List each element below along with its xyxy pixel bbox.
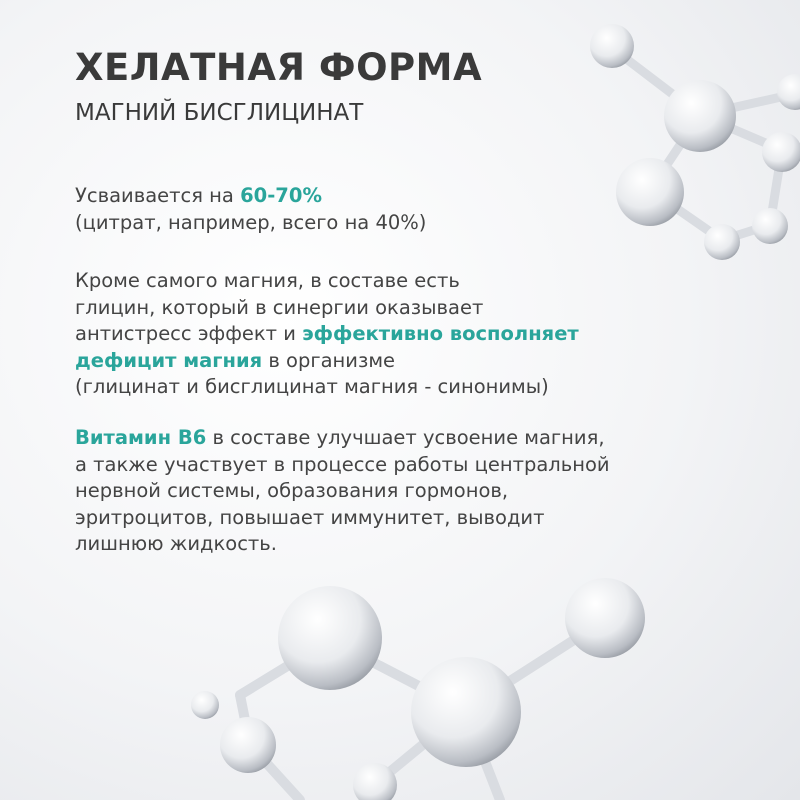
- absorption-paragraph: [75, 183, 426, 236]
- vitamin-text: в составе улучшает усвоение магния,: [206, 426, 605, 449]
- vitamin-line-5: лишнюю жидкость.: [75, 532, 277, 555]
- vitamin-line-3: нервной системы, образования гормонов,: [75, 479, 509, 502]
- vitamin-line-2: а также участвует в процессе работы центральной: [75, 452, 610, 476]
- glycine-line-3: [75, 321, 579, 348]
- glycine-text: антистресс эффект и: [75, 322, 303, 345]
- absorption-highlight: 60-70%: [240, 184, 322, 207]
- absorption-text: Усваивается на: [75, 184, 241, 207]
- page-subtitle: МАГНИЙ БИСГЛИЦИНАТ: [75, 100, 364, 126]
- vitamin-line-4: эритроцитов, повышает иммунитет, выводит: [75, 505, 545, 529]
- glycine-line-5: (глицинат и бисглицинат магния - синонимы): [75, 375, 549, 398]
- glycine-highlight-1: эффективно восполняет: [302, 322, 579, 345]
- absorption-line-2: (цитрат, например, всего на 40%): [75, 210, 427, 234]
- vitamin-b6-paragraph: [75, 425, 610, 558]
- glycine-paragraph: [75, 268, 579, 401]
- glycine-line-4: [75, 348, 579, 375]
- absorption-line-1: [75, 183, 426, 210]
- glycine-line-2: глицин, который в синергии оказывает: [75, 295, 484, 319]
- page-title: ХЕЛАТНАЯ ФОРМА: [75, 46, 483, 89]
- glycine-text-2: в организме: [262, 348, 396, 372]
- glycine-line-1: Кроме самого магния, в составе есть: [75, 269, 460, 292]
- molecule-top-right: [590, 24, 800, 260]
- molecule-bottom: [191, 578, 645, 800]
- glycine-highlight-2: дефицит магния: [75, 348, 263, 372]
- vitamin-line-1: [75, 425, 610, 452]
- vitamin-highlight: Витамин B6: [75, 426, 207, 449]
